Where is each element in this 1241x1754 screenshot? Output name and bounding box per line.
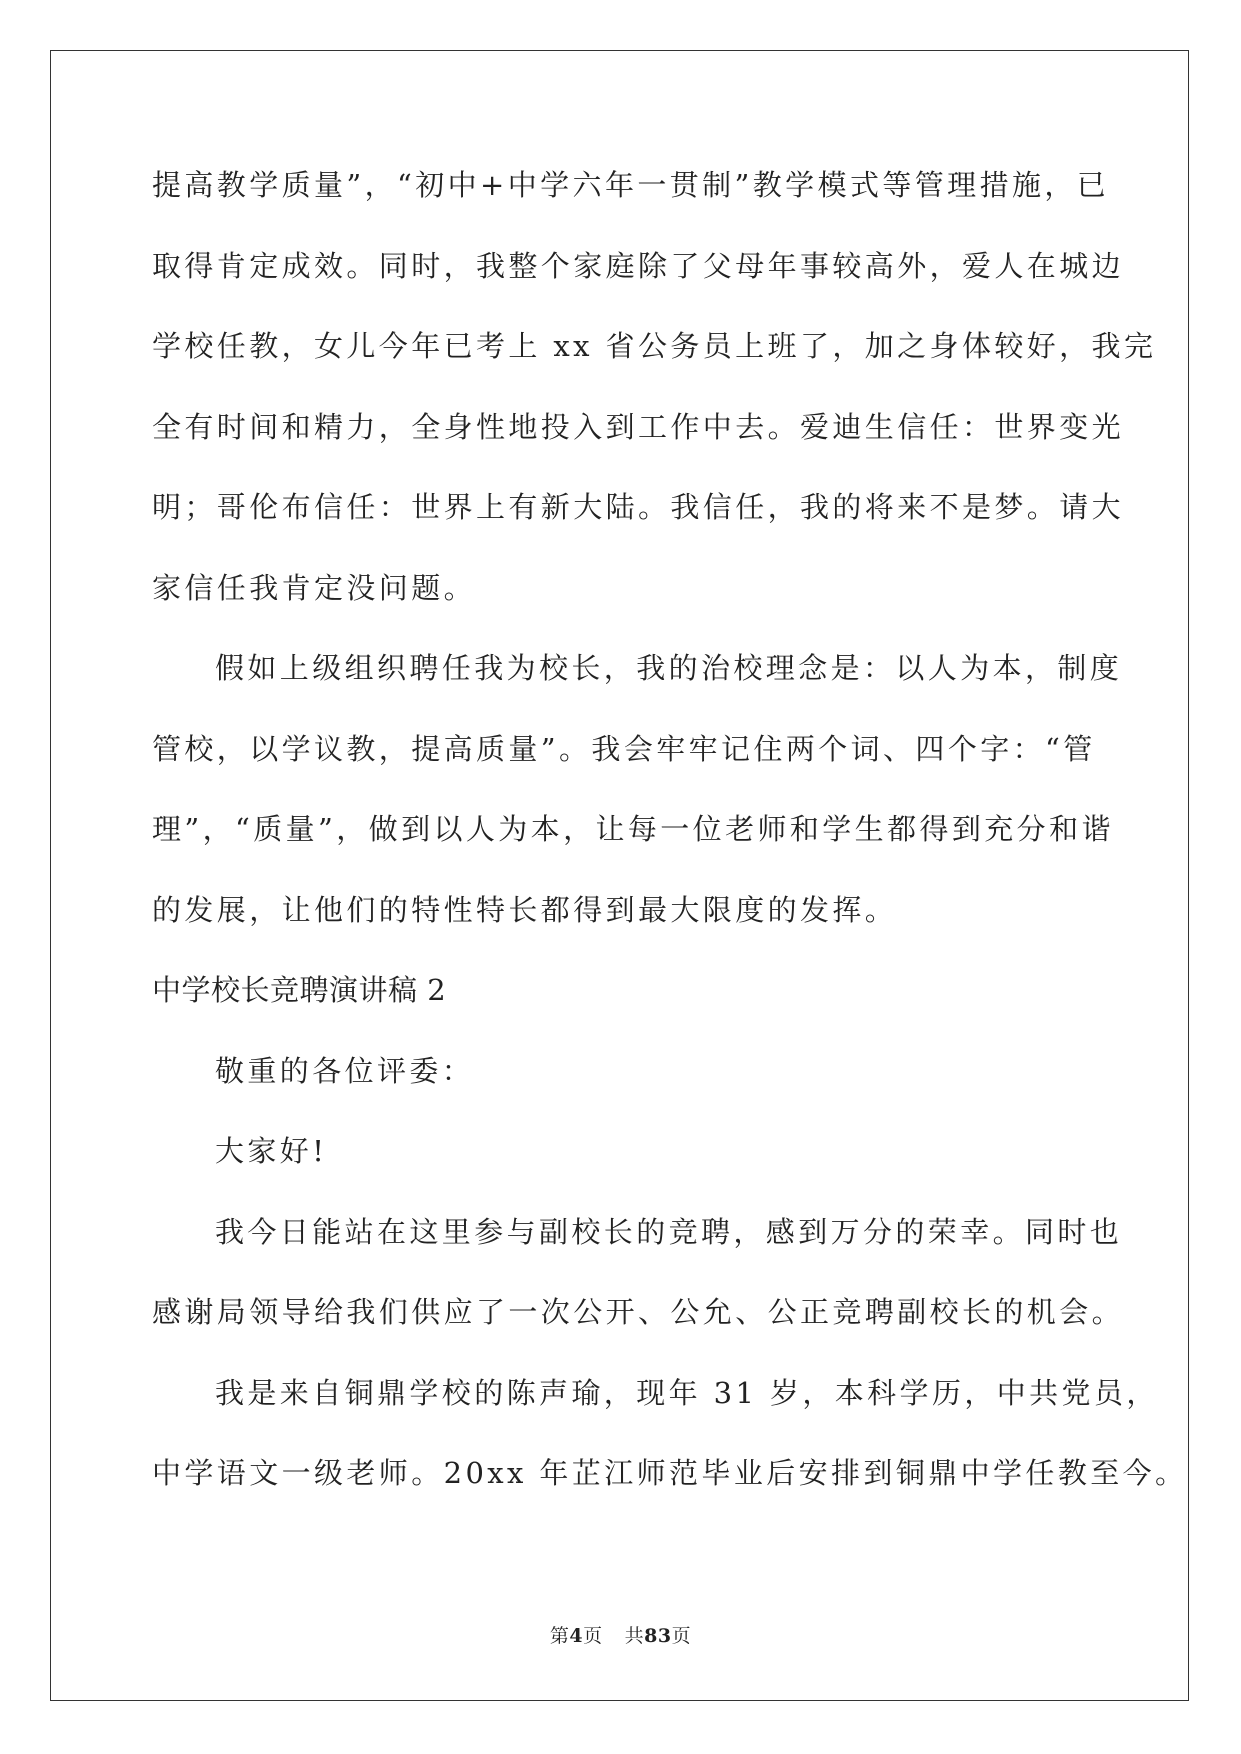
page-prefix: 第 (549, 1625, 570, 1647)
text-line: 中学语文一级老师。20xx 年芷江师范毕业后安排到铜鼎中学任教至今。 (152, 1456, 1188, 1490)
text-line: 取得肯定成效。同时，我整个家庭除了父母年事较高外，爱人在城边 (152, 248, 1125, 283)
paragraph-start: 假如上级组织聘任我为校长，我的治校理念是：以人为本，制度 (215, 651, 1123, 685)
total-pages: 83 (644, 1625, 672, 1647)
text-line: 的发展，让他们的特性特长都得到最大限度的发挥。 (152, 892, 898, 927)
paragraph-start: 我今日能站在这里参与副校长的竞聘，感到万分的荣幸。同时也 (215, 1214, 1123, 1249)
text-line: 感谢局领导给我们供应了一次公开、公允、公正竞聘副校长的机会。 (152, 1295, 1125, 1329)
page-footer (0, 1621, 1241, 1648)
document-body (152, 160, 1188, 1529)
page-number: 4 (569, 1625, 584, 1647)
salutation: 敬重的各位评委： (215, 1053, 475, 1088)
text-line: 家信任我肯定没问题。 (152, 570, 477, 605)
text-line: 提高教学质量”，“初中+中学六年一贯制”教学模式等管理措施，已 (152, 168, 1110, 202)
text-line: 明；哥伦布信任：世界上有新大陆。我信任，我的将来不是梦。请大 (152, 490, 1125, 524)
text-line: 管校，以学议教，提高质量”。我会牢牢记住两个词、四个字：“管 (152, 731, 1096, 766)
total-prefix: 共 (624, 1625, 645, 1647)
text-line: 理”，“质量”，做到以人为本，让每一位老师和学生都得到充分和谐 (152, 812, 1114, 846)
section-heading: 中学校长竞聘演讲稿 2 (152, 973, 447, 1007)
text-line: 学校任教，女儿今年已考上 xx 省公务员上班了，加之身体较好，我完 (152, 329, 1157, 363)
greeting: 大家好! (215, 1134, 328, 1168)
page-suffix: 页 (583, 1625, 603, 1647)
text-line: 全有时间和精力，全身性地投入到工作中去。爱迪生信任：世界变光 (152, 409, 1125, 444)
total-suffix: 页 (671, 1625, 692, 1647)
paragraph-start: 我是来自铜鼎学校的陈声瑜，现年 31 岁，本科学历，中共党员， (215, 1375, 1159, 1410)
